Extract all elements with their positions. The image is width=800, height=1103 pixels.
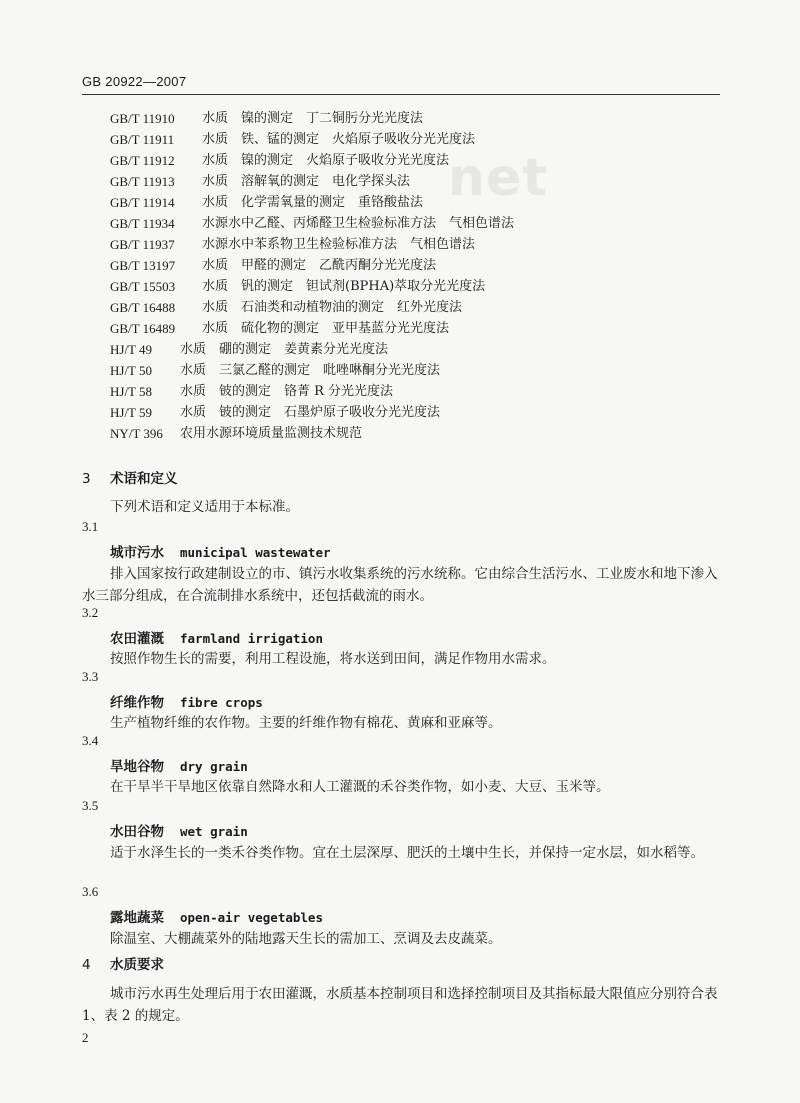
term-chinese: 水田谷物 <box>110 824 164 840</box>
reference-title: 水质 甲醛的测定 乙酰丙酮分光光度法 <box>202 258 437 273</box>
header-divider <box>82 94 720 95</box>
reference-title: 水质 石油类和动植物油的测定 红外光度法 <box>202 300 463 315</box>
reference-item <box>110 297 730 318</box>
term-english: fibre crops <box>180 695 263 710</box>
reference-code: GB/T 11912 <box>110 153 175 168</box>
watermark: net <box>448 148 549 208</box>
term-number: 3.4 <box>82 733 99 748</box>
term-english: farmland irrigation <box>180 631 323 646</box>
reference-code: GB/T 11911 <box>110 132 175 147</box>
reference-code: HJ/T 50 <box>110 363 153 378</box>
reference-title: 水质 溶解氧的测定 电化学探头法 <box>202 174 411 189</box>
reference-code: GB/T 11937 <box>110 237 175 252</box>
term-definition: 按照作物生长的需要，利用工程设施，将水送到田间，满足作物用水需求。 <box>110 651 556 667</box>
reference-code: GB/T 16489 <box>110 321 176 336</box>
standard-code-header: GB 20922—2007 <box>82 74 187 89</box>
reference-item <box>110 255 730 276</box>
term-definition: 生产植物纤维的农作物。主要的纤维作物有棉花、黄麻和亚麻等。 <box>110 715 502 731</box>
term-heading <box>110 691 263 711</box>
term-english: dry grain <box>180 759 248 774</box>
term-english: open-air vegetables <box>180 910 323 925</box>
page-number: 2 <box>82 1030 89 1045</box>
reference-item <box>110 402 730 423</box>
term-heading <box>110 820 248 840</box>
section-number: 3 <box>82 471 91 487</box>
section-3-intro: 下列术语和定义适用于本标准。 <box>110 499 299 515</box>
term-chinese: 旱地谷物 <box>110 759 164 775</box>
term-number: 3.1 <box>82 519 99 534</box>
reference-item <box>110 339 730 360</box>
term-heading <box>110 627 323 647</box>
reference-code: HJ/T 59 <box>110 405 153 420</box>
reference-code: GB/T 11910 <box>110 111 175 126</box>
reference-item <box>110 192 730 213</box>
reference-item <box>110 171 730 192</box>
reference-title: 水质 镍的测定 丁二铜肟分光光度法 <box>202 111 424 126</box>
reference-title: 水质 铍的测定 铬菁 R 分光光度法 <box>180 384 394 399</box>
section-title: 水质要求 <box>110 957 164 973</box>
reference-item <box>110 276 730 297</box>
reference-item <box>110 234 730 255</box>
reference-title: 水质 硼的测定 姜黄素分光光度法 <box>180 342 389 357</box>
term-chinese: 纤维作物 <box>110 695 164 711</box>
reference-code: NY/T 396 <box>110 426 163 441</box>
normative-references-list <box>110 108 730 444</box>
section-3-heading <box>82 467 178 487</box>
reference-title: 水源水中苯系物卫生检验标准方法 气相色谱法 <box>202 237 476 252</box>
reference-item <box>110 129 730 150</box>
reference-code: GB/T 11934 <box>110 216 175 231</box>
section-4-heading <box>82 953 164 973</box>
reference-item <box>110 318 730 339</box>
reference-code: HJ/T 49 <box>110 342 153 357</box>
reference-code: GB/T 11914 <box>110 195 175 210</box>
reference-title: 水质 铍的测定 石墨炉原子吸收分光光度法 <box>180 405 441 420</box>
reference-code: HJ/T 58 <box>110 384 153 399</box>
reference-item <box>110 360 730 381</box>
term-heading <box>110 755 248 775</box>
reference-code: GB/T 11913 <box>110 174 175 189</box>
term-definition: 适于水泽生长的一类禾谷类作物。宜在土层深厚、肥沃的土壤中生长，并保持一定水层，如水稻等。 <box>110 845 704 861</box>
reference-item <box>110 423 730 444</box>
term-number: 3.2 <box>82 605 99 620</box>
reference-item <box>110 381 730 402</box>
reference-title: 水质 镍的测定 火焰原子吸收分光光度法 <box>202 153 450 168</box>
term-chinese: 城市污水 <box>110 545 164 561</box>
term-chinese: 农田灌溉 <box>110 631 164 647</box>
reference-title: 农用水源环境质量监测技术规范 <box>180 426 363 441</box>
reference-code: GB/T 13197 <box>110 258 176 273</box>
term-chinese: 露地蔬菜 <box>110 910 164 926</box>
reference-item <box>110 213 730 234</box>
reference-title: 水质 钒的测定 钽试剂(BPHA)萃取分光光度法 <box>202 279 486 294</box>
term-number: 3.5 <box>82 798 99 813</box>
reference-title: 水质 三氯乙醛的测定 吡唑啉酮分光光度法 <box>180 363 441 378</box>
term-english: wet grain <box>180 824 248 839</box>
reference-title: 水质 铁、锰的测定 火焰原子吸收分光光度法 <box>202 132 476 147</box>
reference-code: GB/T 16488 <box>110 300 176 315</box>
term-number: 3.6 <box>82 884 99 899</box>
reference-code: GB/T 15503 <box>110 279 176 294</box>
term-heading <box>110 541 331 561</box>
reference-title: 水质 化学需氧量的测定 重铬酸盐法 <box>202 195 424 210</box>
section-title: 术语和定义 <box>110 471 178 487</box>
reference-title: 水质 硫化物的测定 亚甲基蓝分光光度法 <box>202 321 450 336</box>
section-4-text: 城市污水再生处理后用于农田灌溉，水质基本控制项目和选择控制项目及其指标最大限值应分别符合表 1、表 2 的规定。 <box>82 986 718 1024</box>
term-heading <box>110 906 323 926</box>
reference-item <box>110 108 730 129</box>
reference-title: 水源水中乙醛、丙烯醛卫生检验标准方法 气相色谱法 <box>202 216 515 231</box>
term-definition: 在干旱半干旱地区依靠自然降水和人工灌溉的禾谷类作物，如小麦、大豆、玉米等。 <box>110 779 610 795</box>
term-english: municipal wastewater <box>180 545 331 560</box>
section-number: 4 <box>82 957 91 973</box>
term-definition: 除温室、大棚蔬菜外的陆地露天生长的需加工、烹调及去皮蔬菜。 <box>110 931 502 947</box>
term-number: 3.3 <box>82 669 99 684</box>
term-definition: 排入国家按行政建制设立的市、镇污水收集系统的污水统称。它由综合生活污水、工业废水和地下渗入水三部分组成，在合流制排水系统中，还包括截流的雨水。 <box>82 566 718 604</box>
reference-item <box>110 150 730 171</box>
